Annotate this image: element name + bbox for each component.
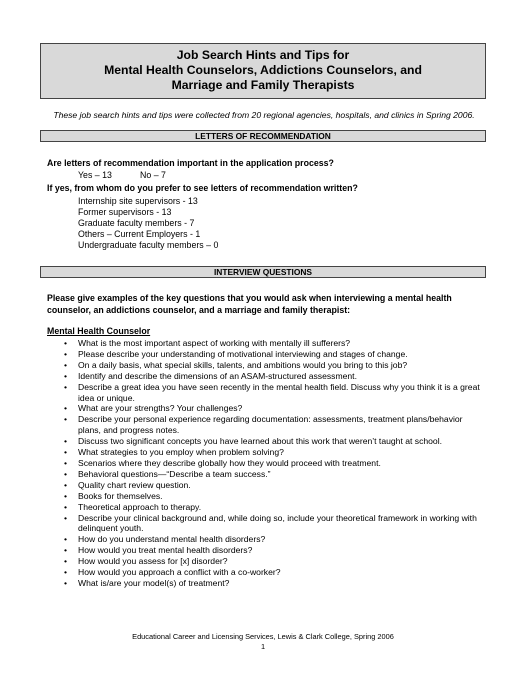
bullet-icon: • [64,359,68,370]
list-item: • What strategies to you employ when problem solving? [64,447,284,458]
list-item: • On a daily basis, what special skills, talents, and ambitions would you bring to this job? [64,359,408,370]
bullet-icon: • [64,556,68,567]
bullet-icon: • [64,545,68,556]
title-line-3: Marriage and Family Therapists [171,78,355,92]
list-item: • Quality chart review question. [64,479,191,490]
title-line-1: Job Search Hints and Tips for [176,48,350,62]
source-item: Others – Current Employers - 1 [78,229,201,239]
bullet-icon: • [64,370,68,381]
bullet-icon: • [64,501,68,512]
bullet-icon: • [64,577,68,588]
list-item: • What is the most important aspect of working with mentally ill sufferers? [64,338,351,348]
list-item: • Behavioral questions—“Describe a team success.” [64,468,271,479]
footer-credit: Educational Career and Licensing Services, Lewis & Clark College, Spring 2006 [132,632,394,641]
source-item: Graduate faculty members - 7 [78,218,195,228]
page-number: 1 [260,642,266,651]
title-line-2: Mental Health Counselors, Addictions Counselors, and [104,63,422,77]
bullet-icon: • [64,381,68,392]
list-item: • How do you understand mental health disorders? [64,534,266,545]
answer-no: No – 7 [140,170,166,180]
list-item: • Theoretical approach to therapy. [64,501,202,512]
recommendation-sources [78,196,218,251]
source-item: Undergraduate faculty members – 0 [78,240,219,250]
bullet-icon: • [64,512,68,523]
list-item: • How would you assess for [x] disorder? [64,556,228,567]
interview-section-header: INTERVIEW QUESTIONS [40,266,486,278]
bullet-icon: • [64,436,68,447]
bullet-icon: • [64,567,68,578]
letters-question-2: If yes, from whom do you prefer to see letters of recommendation written? [47,183,358,193]
source-item: Former supervisors - 13 [78,207,172,217]
bullet-icon: • [64,403,68,414]
list-item: • Identify and describe the dimensions of an ASAM-structured assessment. [64,370,357,381]
list-item: • Describe a great idea you have seen recently in the mental health field. Discuss why you think it is a great idea or unique. [64,381,480,403]
page-footer [0,632,526,652]
source-item: Internship site supervisors - 13 [78,196,198,206]
intro-text: These job search hints and tips were collected from 20 regional agencies, hospitals, and clinics in Spring 2006. [53,110,475,120]
letters-question-1: Are letters of recommendation important in the application process? [47,158,334,168]
bullet-icon: • [64,414,68,425]
bullet-icon: • [64,468,68,479]
list-item: • What are your strengths? Your challenges? [64,403,243,414]
list-item: • How would you treat mental health disorders? [64,545,253,556]
bullet-icon: • [64,457,68,468]
bullet-icon: • [64,338,68,348]
bullet-icon: • [64,534,68,545]
list-item: • Describe your clinical background and, while doing so, include your theoretical framework in working with delinquent youth. [64,512,477,534]
letters-section-header: LETTERS OF RECOMMENDATION [40,130,486,142]
mental-health-counselor-heading: Mental Health Counselor [47,326,151,336]
list-item: • Discuss two significant concepts you have learned about this work that weren’t taught at school. [64,436,443,447]
list-item: • Please describe your understanding of motivational interviewing and stages of change. [64,348,408,359]
list-item: • Describe your personal experience regarding documentation: assessments, treatment plans/behavior plans, and progress notes. [64,414,463,436]
bullet-icon: • [64,490,68,501]
answer-yes: Yes – 13 [78,170,112,180]
interview-question-list [64,338,484,589]
list-item: • Books for themselves. [64,490,163,501]
bullet-icon: • [64,348,68,359]
bullet-icon: • [64,479,68,490]
document-title [40,43,486,99]
list-item: • Scenarios where they describe globally how they would proceed with treatment. [64,457,381,468]
bullet-icon: • [64,447,68,458]
interview-prompt: Please give examples of the key questions that you would ask when interviewing a mental health counselor, an addictions counselor, and a marriage and family therapist: [47,293,452,315]
list-item: • How would you approach a conflict with a co-worker? [64,567,281,578]
list-item: • What is/are your model(s) of treatment? [64,577,230,588]
